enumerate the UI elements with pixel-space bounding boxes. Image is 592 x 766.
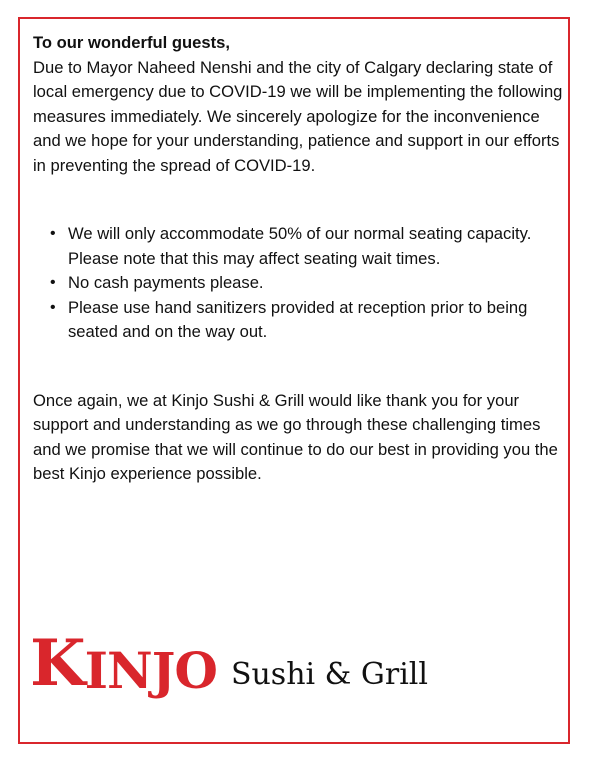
measures-list <box>33 222 563 345</box>
notice-content <box>33 31 563 487</box>
measure-text: We will only accommodate 50% of our normal seating capacity. Please note that this may affect seating wait times. <box>68 224 532 268</box>
bullet-icon: • <box>50 225 56 242</box>
measure-text: No cash payments please. <box>68 273 264 292</box>
logo-tagline: Sushi & Grill <box>230 657 428 692</box>
list-item <box>33 271 563 296</box>
list-item <box>33 222 563 271</box>
logo-initial: K <box>30 626 85 701</box>
greeting: To our wonderful guests, <box>33 33 230 52</box>
logo-wordmark <box>30 626 217 701</box>
measure-text: Please use hand sanitizers provided at reception prior to being seated and on the way out. <box>68 297 528 341</box>
intro-paragraph: Due to Mayor Naheed Nenshi and the city of Calgary declaring state of local emergency due to COVID-19 we will be implementing the following measures immediately. We sincerely apologize for the inconvenience and we hope for your understanding, patience and support in our efforts in preventing the spread of COVID-19. <box>33 57 563 175</box>
bullet-icon: • <box>50 274 56 291</box>
bullet-icon: • <box>50 298 56 316</box>
kinjo-logo <box>30 626 428 701</box>
list-item <box>33 296 563 345</box>
logo-rest: INJO <box>84 641 217 700</box>
closing-paragraph: Once again, we at Kinjo Sushi & Grill would like thank you for your support and understanding as we go through these challenging times and we promise that we will continue to do our best in providing you the best Kinjo experience possible. <box>33 390 558 483</box>
